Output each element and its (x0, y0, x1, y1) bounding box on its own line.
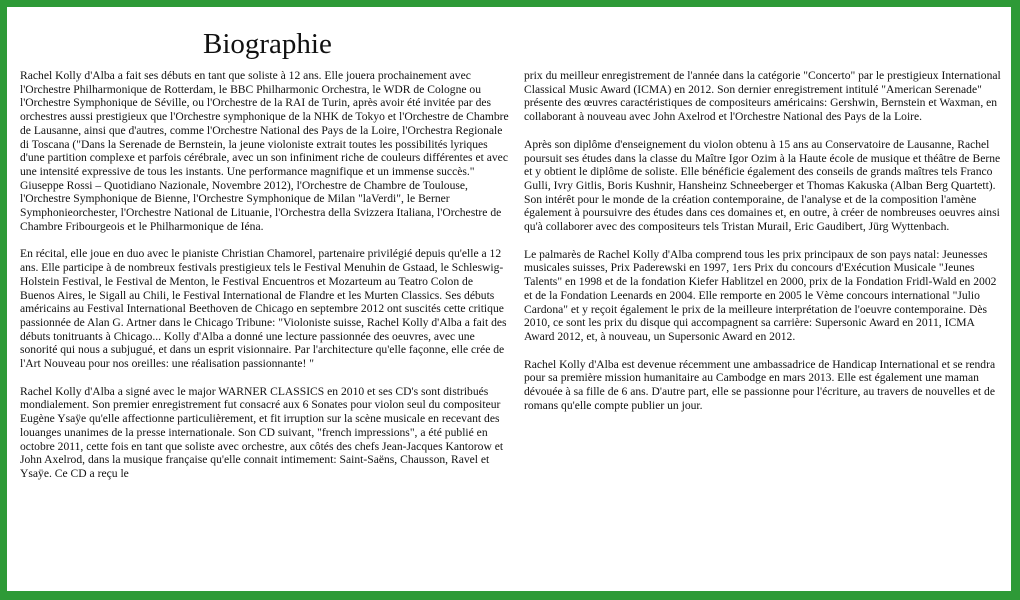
paragraph-debut-orchestras: Rachel Kolly d'Alba a fait ses débuts en tant que soliste à 12 ans. Elle jouera prochainement avec l'Orchestre Philharmonique de Rotterdam, le BBC Philharmonic Orchestra, le WDR de Cologne ou l'Orchestre Symphonique de Séville, ou l'Orchestre de la RAI de Turin, après avoir été invitée par des orchestres aussi prestigieux que l'Orchestre symphonique de la NHK de Tokyo et l'Orchestre de Chambre de Lausanne, ainsi que d'autres, comme l'Orchestre National des Pays de la Loire, l'Orchestra Regionale di Toscana ("Dans la Serenade de Bernstein, la jeune violoniste extrait toutes les possibilités lyriques d'une partition complexe et parfois cérébrale, avec un son infiniment riche de couleurs différentes et avec une intensité expressive de tous les instants. Une performance magnifique et un immense succès." Giuseppe Rossi – Quotidiano Nazionale, Novembre 2012), l'Orchestre de Chambre de Toulouse, l'Orchestre Symphonique de Bienne, l'Orchestre Symphonique de Milan "laVerdi", le Berner Symphonieorchester, l'Orchestre National de Lituanie, l'Orchestra della Svizzera Italiana, l'Orchestre de Chambre Fribourgeois et le Philharmonique de Iéna. (20, 69, 509, 233)
paragraph-education: Après son diplôme d'enseignement du violon obtenu à 15 ans au Conservatoire de Lausanne, Rachel poursuit ses études dans la classe du Maître Igor Ozim à la Haute école de musique et théâtre de Berne et y obtient le diplôme de soliste. Elle bénéficie également des conseils de grands maîtres tels Franco Gulli, Ivry Gitlis, Boris Kushnir, Hansheinz Schneeberger et Thomas Kakuska (Alban Berg Quartett). Son intérêt pour le monde de la création contemporaine, de l'analyse et de la composition l'amène également à poursuivre des études dans ces domaines et, en outre, à créer de nombreuses oeuvres ainsi qu'à collaborer avec des compositeurs tels Tristan Murail, Eric Gaudibert, Jürg Wyttenbach. (524, 137, 1001, 234)
paragraph-warner-recordings: Rachel Kolly d'Alba a signé avec le major WARNER CLASSICS en 2010 et ses CD's sont distribués mondialement. Son premier enregistrement fut consacré aux 6 Sonates pour violon seul du compositeur Eugène Ysaÿe qu'elle affectionne particulièrement, et fit irruption sur la scène musicale en recevant des louanges unanimes de la presse internationale. Son CD suivant, "french impressions", a été publié en octobre 2011, cette fois en tant que soliste avec orchestre, aux côtés des chefs Jean-Jacques Kantorow et John Axelrod, dans la musique française qu'elle connait intimement: Saint-Saëns, Chausson, Ravel et Ysaÿe. Ce CD a reçu le (20, 384, 504, 480)
document-page (7, 7, 1011, 591)
right-column (524, 69, 1001, 426)
paragraph-awards-recordings: prix du meilleur enregistrement de l'année dans la catégorie "Concerto" par le prestigieux International Classical Music Award (ICMA) en 2012. Son dernier enregistrement intitulé "American Serenade" présente des œuvres caractéristiques de compositeurs américains: Gershwin, Bernstein et Waxman, en collaborant à nouveau avec John Axelrod et l'Orchestre National des Pays de la Loire. (524, 69, 1001, 124)
page-title: Biographie (203, 28, 332, 60)
paragraph-humanitarian: Rachel Kolly d'Alba est devenue récemment une ambassadrice de Handicap International et se rendra pour sa première mission humanitaire au Cambodge en mars 2013. Elle est également une maman dévouée à sa fille de 6 ans. D'autre part, elle se passionne pour l'écriture, au travers de nouvelles et de romans qu'elle compte publier un jour. (524, 357, 996, 412)
left-column (20, 69, 510, 495)
paragraph-recital-festivals: En récital, elle joue en duo avec le pianiste Christian Chamorel, partenaire privilégié depuis qu'elle a 12 ans. Elle participe à de nombreux festivals prestigieux tels le Festival Menuhin de Gstaad, le Schleswig-Holstein Festival, le Festival de Menton, le Festival Encuentros et Mozarteum au Teatro Colon de Buenos Aires, le Sigall au Chili, le Festival International de Flandre et les Murten Classics. Ses débuts américains au Festival International Beethoven de Chicago en septembre 2012 ont suscités cette critique passionnée de Alan G. Artner dans le Chicago Tribune: "Violoniste suisse, Rachel Kolly d'Alba a fait des débuts tonitruants à Chicago... Kolly d'Alba a donné une lecture passionnée des oeuvres, avec une sonorité qui nous a subjugué, et dans un esprit visionnaire. Par l'architecture qu'elle façonne, elle crée de l'Art Nouveau pour nos oreilles: une réalisation passionnante! " (20, 247, 507, 371)
paragraph-prizes: Le palmarès de Rachel Kolly d'Alba comprend tous les prix principaux de son pays natal: Jeunesses musicales suisses, Prix Paderewski en 1997, 1ers Prix du concours d'Exécution Musicale "Jeunes Talents" en 1998 et de la fondation Kiefer Hablitzel en 2000, prix de la Fondation Fridl-Wald en 2002 et de la Fondation Leenards en 2004. Elle remporte en 2005 le Vème concours international "Julio Cardona" et y reçoit également le prix de la meilleure interprétation de l'oeuvre contemporaine. Dès 2010, ce sont les prix du disque qui accompagnent sa carrière: Supersonic Award en 2011, ICMA Award 2012, et, à nouveau, un Supersonic Award en 2012. (524, 247, 997, 343)
